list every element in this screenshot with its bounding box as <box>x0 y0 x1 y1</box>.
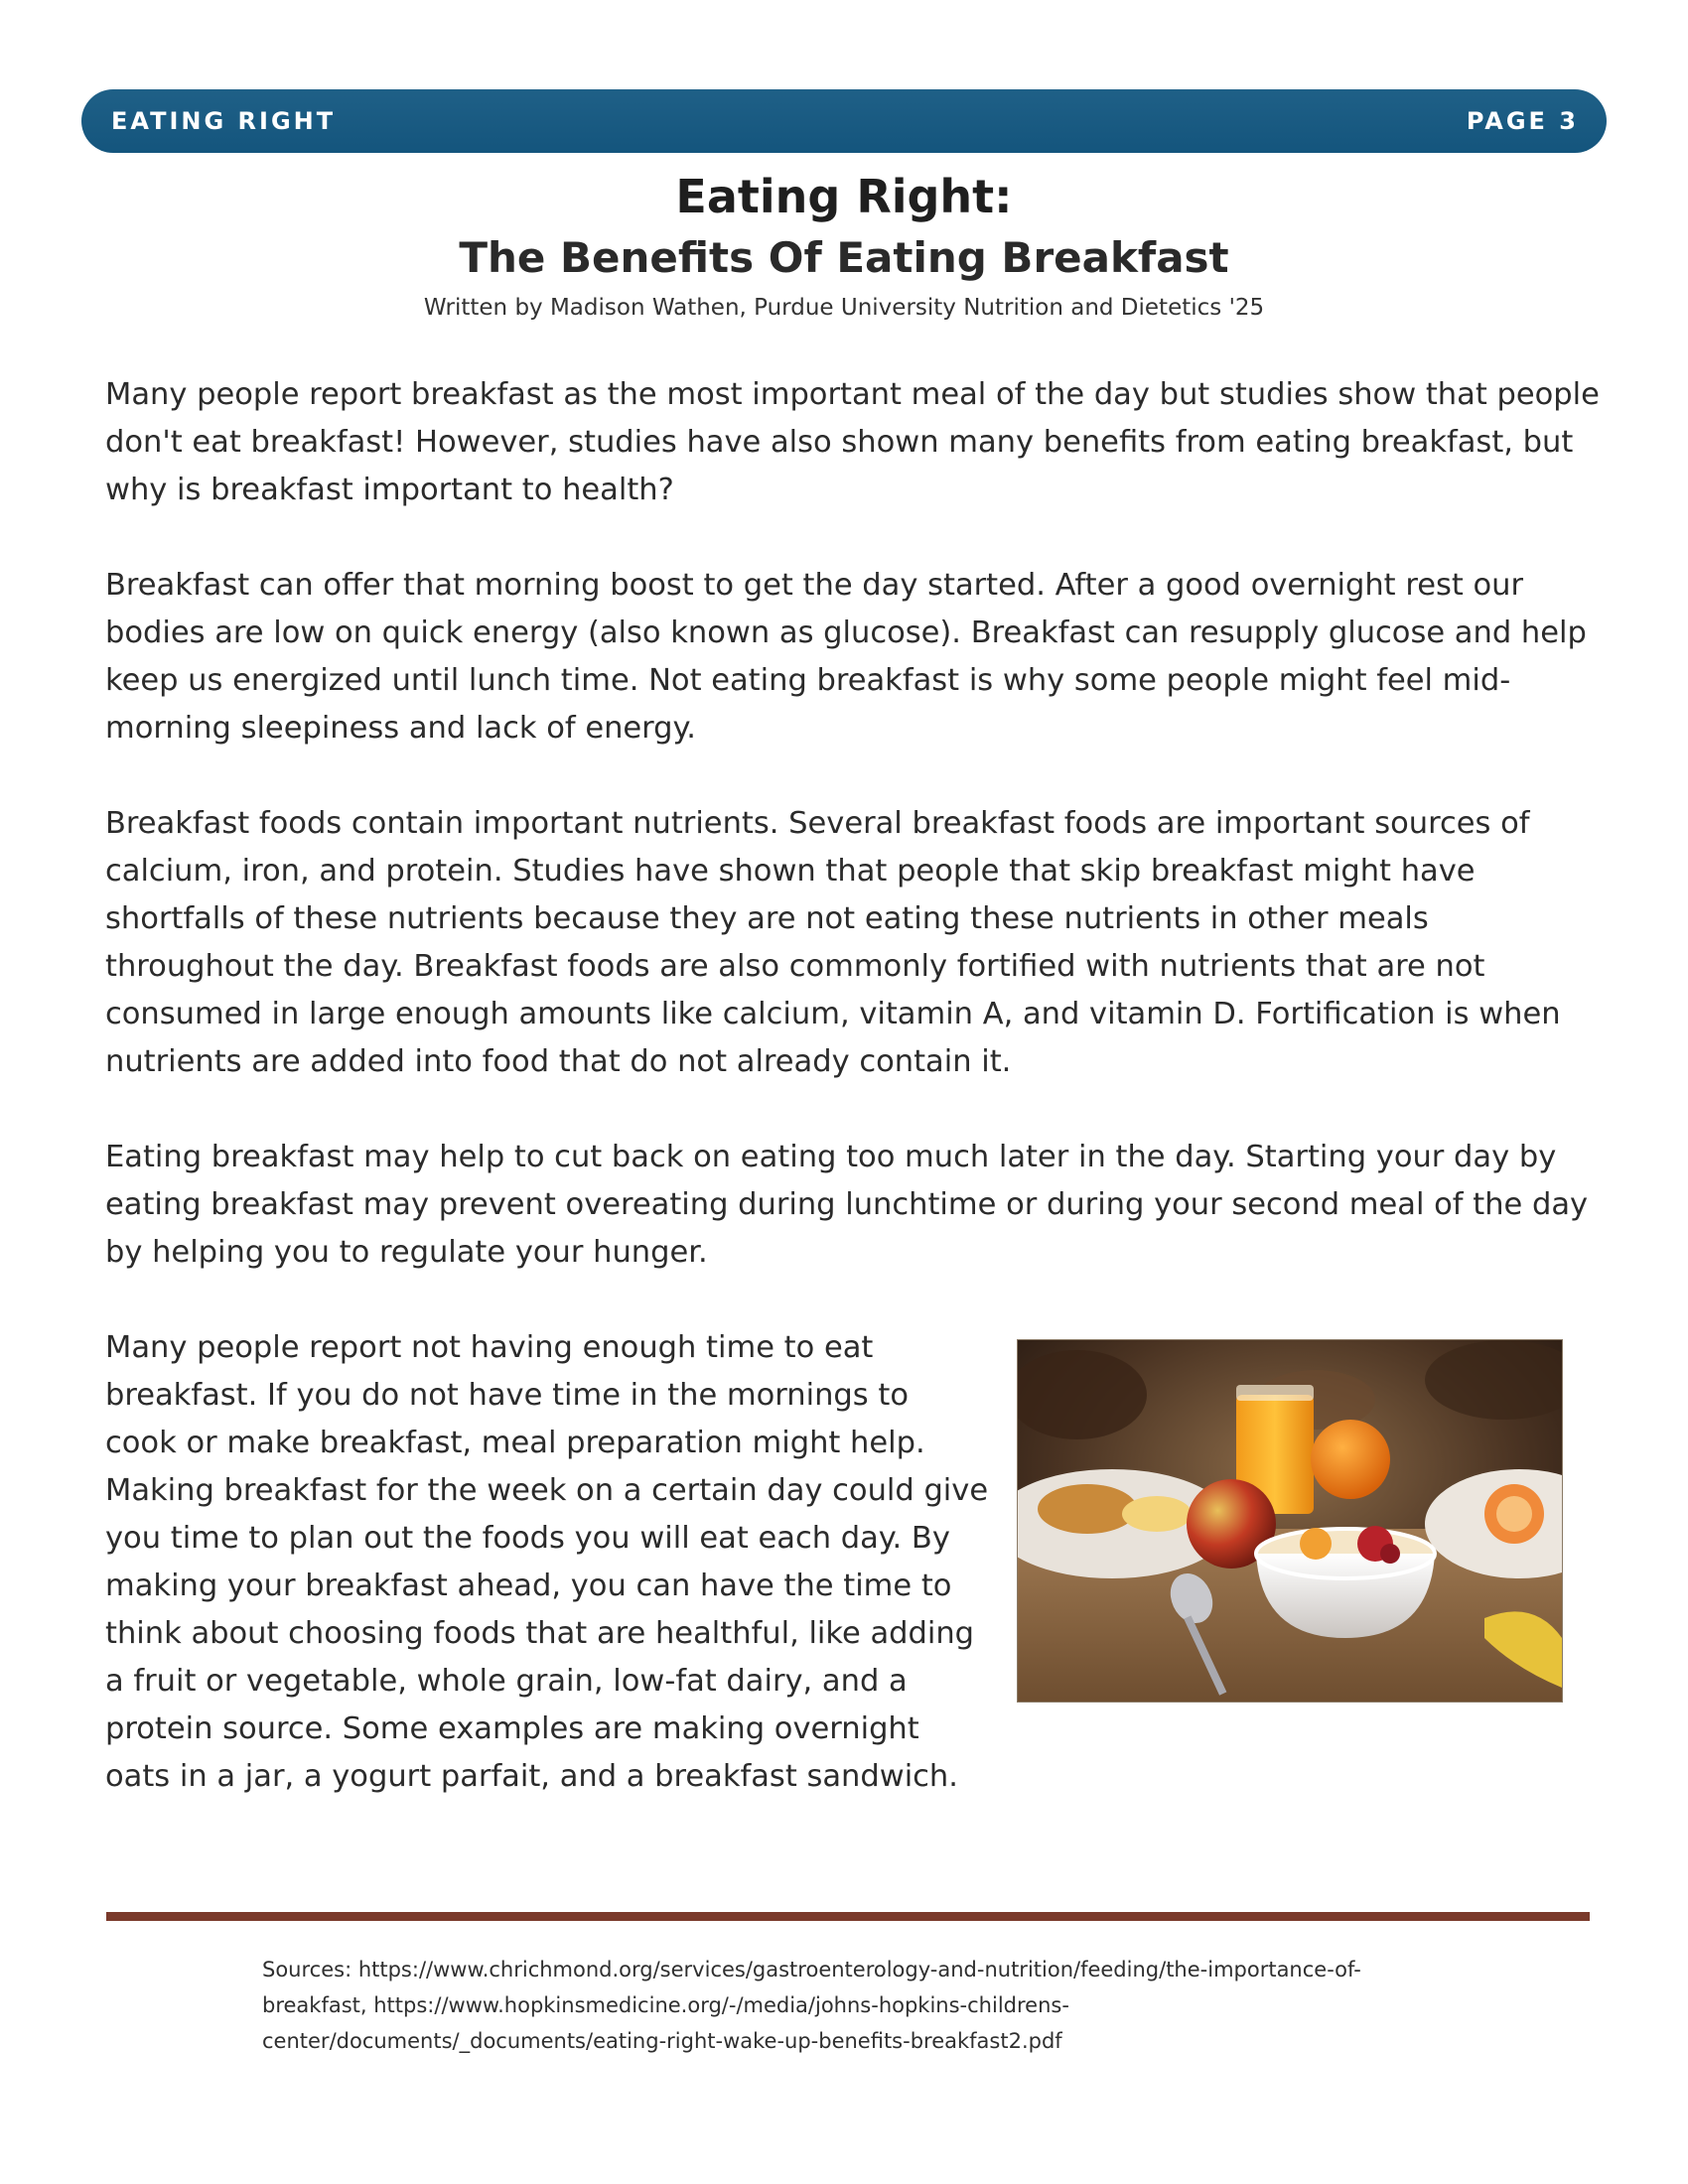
page-number: PAGE 3 <box>1466 107 1579 135</box>
paragraph-meal-prep: Many people report not having enough time to eat breakfast. If you do not have time in the mornings to cook or make breakfast, meal preparation might help. Making breakfast for the week on a certain day could give you time to plan out the foods you will eat each day. By making your breakfast ahead, you can have the time to think about choosing foods that are healthful, like adding a fruit or vegetable, whole grain, low-fat dairy, and a protein source. Some examples are making overnight oats in a jar, a yogurt parfait, and a breakfast sandwich. <box>105 1330 989 1794</box>
paragraph-energy: Breakfast can offer that morning boost to get the day started. After a good overnight rest our bodies are low on quick energy (also known as glucose). Breakfast can resupply glucose and help keep us energized until lunch time. Not eating breakfast is why some people might feel mid-morning sleepiness and lack of energy. <box>105 568 1587 746</box>
section-divider <box>106 1912 1590 1921</box>
page-subtitle: The Benefits Of Eating Breakfast <box>459 233 1229 282</box>
sources-citation: Sources: https://www.chrichmond.org/services/gastroenterology-and-nutrition/feeding/the-importance-of-breakfast, https://www.hopkinsmedicine.org/-/media/johns-hopkins-childrens-center/documents/_documents/eating-right-wake-up-benefits-breakfast2.pdf <box>262 1958 1361 2053</box>
breakfast-photo <box>1017 1339 1563 1703</box>
paragraph-intro: Many people report breakfast as the most important meal of the day but studies show that people don't eat breakfast! However, studies have also shown many benefits from eating breakfast, but why is breakfast important to health? <box>105 377 1600 507</box>
paragraph-overeating: Eating breakfast may help to cut back on eating too much later in the day. Starting your day by eating breakfast may prevent overeating during lunchtime or during your second meal of the day by helping you to regulate your hunger. <box>105 1140 1589 1270</box>
byline: Written by Madison Wathen, Purdue University Nutrition and Dietetics '25 <box>423 295 1265 321</box>
paragraph-nutrients: Breakfast foods contain important nutrients. Several breakfast foods are important sources of calcium, iron, and protein. Studies have shown that people that skip breakfast might have shortfalls of these nutrients because they are not eating these nutrients in other meals throughout the day. Breakfast foods are also commonly fortified with nutrients that are not consumed in large enough amounts like calcium, vitamin A, and vitamin D. Fortification is when nutrients are added into food that do not already contain it. <box>105 806 1561 1079</box>
header-bar <box>81 89 1607 153</box>
title-block <box>0 167 1688 324</box>
page-title: Eating Right: <box>675 170 1013 223</box>
section-label: EATING RIGHT <box>111 107 337 135</box>
